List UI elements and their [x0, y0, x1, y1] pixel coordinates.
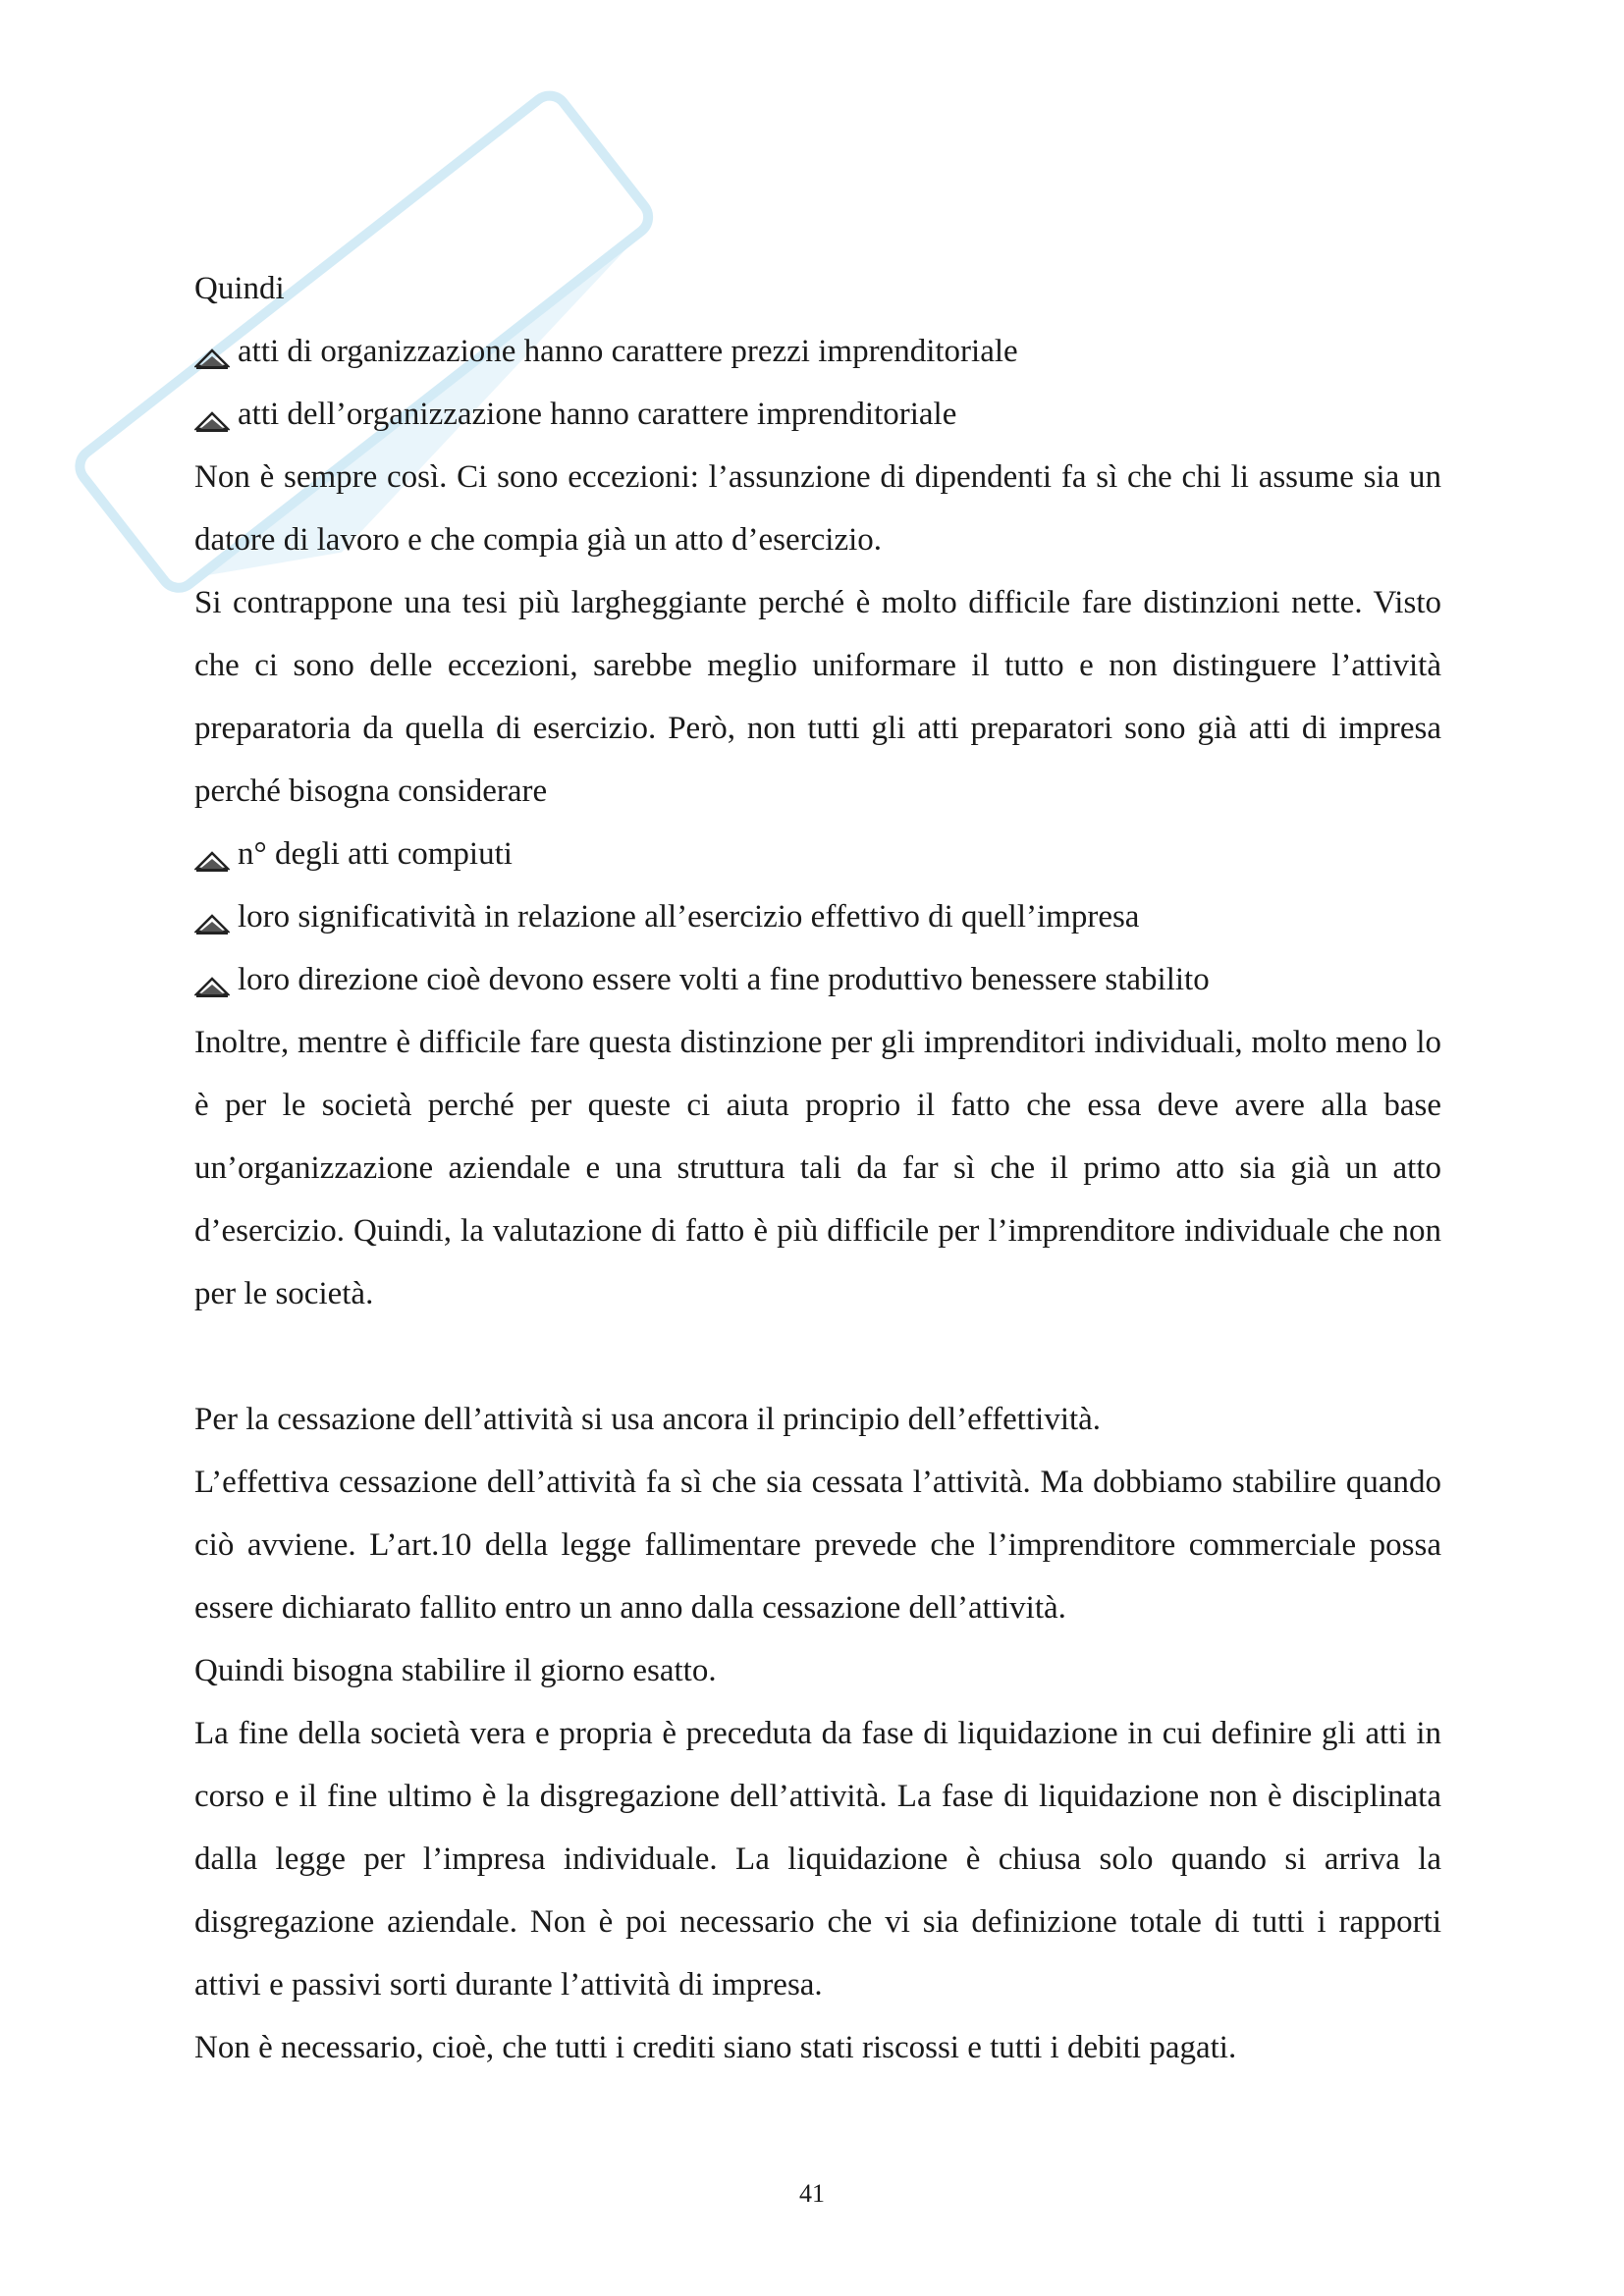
bullet-text: loro direzione cioè devono essere volti a fine produttivo benessere stabilito: [238, 962, 1210, 997]
paragraph: Quindi bisogna stabilire il giorno esatto.: [194, 1653, 717, 1688]
bullet-text: atti dell’organizzazione hanno carattere imprenditoriale: [238, 397, 957, 432]
bullet-text: atti di organizzazione hanno carattere prezzi imprenditoriale: [238, 334, 1018, 369]
paragraph: Non è necessario, cioè, che tutti i crediti siano stati riscossi e tutti i debiti pagati.: [194, 2030, 1237, 2065]
bullet-item: [194, 885, 1441, 948]
bullet-text: loro significatività in relazione all’esercizio effettivo di quell’impresa: [238, 899, 1140, 934]
bullet-item: [194, 948, 1441, 1011]
bullet-item: [194, 320, 1441, 383]
paragraph: Non è sempre così. Ci sono eccezioni: l’assunzione di dipendenti fa sì che chi li assume sia un datore di lavoro e che compia già un atto d’esercizio.: [194, 459, 1441, 558]
section-gap: [194, 1325, 1441, 1388]
bullet-text: n° degli atti compiuti: [238, 836, 513, 872]
paragraph: L’effettiva cessazione dell’attività fa sì che sia cessata l’attività. Ma dobbiamo stabilire quando ciò avviene. L’art.10 della legge fallimentare prevede che l’imprenditore commerciale possa essere dichiarato fallito entro un anno dalla cessazione dell’attività.: [194, 1465, 1441, 1626]
paragraph: La fine della società vera e propria è preceduta da fase di liquidazione in cui definire gli atti in corso e il fine ultimo è la disgregazione dell’attività. La fase di liquidazione non è disciplinata dalla legge per l’impresa individuale. La liquidazione è chiusa solo quando si arriva la disgregazione aziendale. Non è poi necessario che vi sia definizione totale di tutti i rapporti attivi e passivi sorti durante l’attività di impresa.: [194, 1716, 1441, 2002]
writing-hand-icon: [194, 973, 230, 998]
document-body: [194, 257, 1441, 2079]
bullet-item: [194, 383, 1441, 446]
writing-hand-icon: [194, 345, 230, 370]
writing-hand-icon: [194, 407, 230, 433]
writing-hand-icon: [194, 910, 230, 935]
page-number: 41: [799, 2179, 825, 2208]
paragraph: Si contrappone una tesi più largheggiante perché è molto difficile fare distinzioni nette. Visto che ci sono delle eccezioni, sarebbe meglio uniformare il tutto e non distinguere l’attività preparatoria da quella di esercizio. Però, non tutti gli atti preparatori sono già atti di impresa perché bisogna considerare: [194, 585, 1441, 809]
paragraph: Inoltre, mentre è difficile fare questa distinzione per gli imprenditori individuali, molto meno lo è per le società perché per queste ci aiuta proprio il fatto che essa deve avere alla base un’organizzazione aziendale e una struttura tali da far sì che il primo atto sia già un atto d’esercizio. Quindi, la valutazione di fatto è più difficile per l’imprenditore individuale che non per le società.: [194, 1025, 1441, 1311]
bullet-item: [194, 823, 1441, 885]
paragraph: Quindi: [194, 271, 285, 306]
writing-hand-icon: [194, 847, 230, 873]
paragraph: Per la cessazione dell’attività si usa ancora il principio dell’effettività.: [194, 1402, 1102, 1437]
